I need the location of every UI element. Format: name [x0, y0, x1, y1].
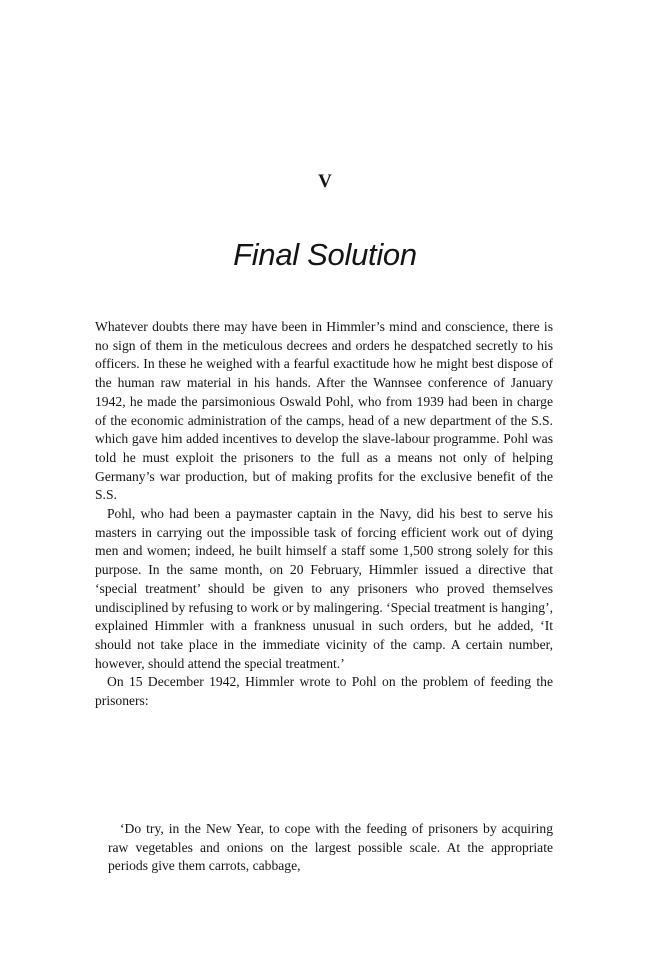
body-text	[95, 318, 553, 711]
paragraph-3: On 15 December 1942, Himmler wrote to Pohl on the problem of feeding the prisoners:	[95, 674, 553, 709]
chapter-number: V	[318, 171, 332, 192]
block-quote: ‘Do try, in the New Year, to cope with the feeding of prisoners by acquiring raw vegetables and onions on the largest possible scale. At the appropriate periods give them carrots, cabbage,	[108, 821, 553, 874]
paragraph-1: Whatever doubts there may have been in Himmler’s mind and conscience, there is no sign of them in the meticulous decrees and orders he despatched secretly to his officers. In these he weighed with a fearful exactitude how he might best dispose of the human raw material in his hands. After the Wannsee conference of January 1942, he made the parsimonious Oswald Pohl, who from 1939 had been in charge of the economic administration of the camps, head of a new department of the S.S. which gave him added incentives to develop the slave-labour programme. Pohl was told he must exploit the prisoners to the full as a means not only of helping Germany’s war production, but of making profits for the exclusive benefit of the S.S.	[95, 319, 553, 503]
paragraph-2: Pohl, who had been a paymaster captain in the Navy, did his best to serve his masters in carrying out the impossible task of forcing efficient work out of dying men and women; indeed, he built himself a staff some 1,500 strong solely for this purpose. In the same month, on 20 February, Himmler issued a directive that ‘special treatment’ should be given to any prisoners who proved themselves undisciplined by refusing to work or by malingering. ‘Special treatment is hanging’, explained Himmler with a frankness unusual in such orders, but he added, ‘It should not take place in the immediate vicinity of the camp. A certain number, however, should attend the special treatment.’	[95, 506, 553, 671]
chapter-title: Final Solution	[233, 237, 417, 272]
